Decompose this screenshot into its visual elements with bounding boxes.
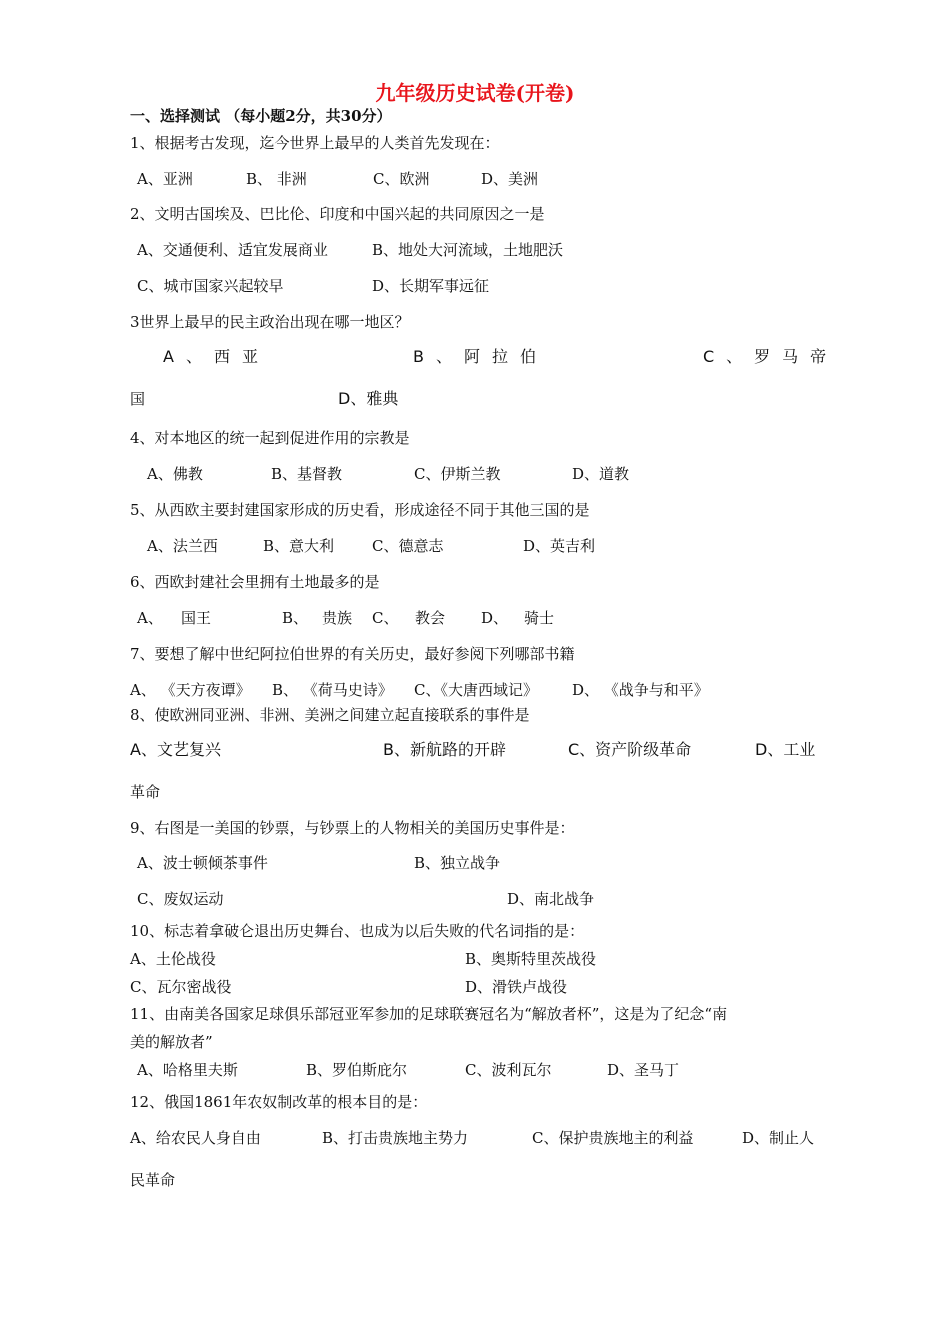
q3-option-d: D、雅典 [338, 389, 399, 408]
question-4: 4、对本地区的统一起到促进作用的宗教是 [130, 429, 410, 447]
q6-option-a-letter: A、 [137, 609, 163, 627]
q12-option-b: B、打击贵族地主势力 [322, 1129, 469, 1147]
q7-option-d: D、 《战争与和平》 [572, 681, 709, 699]
q11-option-a: A、哈格里夫斯 [137, 1061, 238, 1079]
q6-option-c-letter: C、 [372, 609, 399, 627]
q1-option-a: A、亚洲 [137, 170, 193, 188]
q1-option-c: C、欧洲 [373, 170, 430, 188]
q11-option-b: B、罗伯斯庇尔 [306, 1061, 408, 1079]
question-5: 5、从西欧主要封建国家形成的历史看，形成途径不同于其他三国的是 [130, 501, 590, 519]
q5-option-b: B、意大利 [263, 537, 335, 555]
question-12: 12、俄国1861年农奴制改革的根本目的是： [130, 1093, 428, 1111]
question-8: 8、使欧洲同亚洲、非洲、美洲之间建立起直接联系的事件是 [130, 706, 530, 724]
q12-option-a: A、给农民人身自由 [130, 1129, 261, 1147]
q1-option-d: D、美洲 [481, 170, 539, 188]
q2-option-d: D、长期军事远征 [372, 277, 490, 295]
q9-option-c: C、废奴运动 [137, 890, 224, 908]
q3-option-c-cont: 国 [130, 390, 146, 408]
question-10: 10、标志着拿破仑退出历史舞台、也成为以后失败的代名词指的是： [130, 922, 585, 940]
q5-option-a: A、法兰西 [147, 537, 218, 555]
q12-option-d-cont: 民革命 [130, 1171, 176, 1189]
question-3: 3世界上最早的民主政治出现在哪一地区？ [130, 313, 410, 331]
q7-option-c: C、《大唐西域记》 [414, 681, 538, 699]
question-9: 9、右图是一美国的钞票，与钞票上的人物相关的美国历史事件是： [130, 819, 575, 837]
q7-option-a: A、 《天方夜谭》 [130, 681, 251, 699]
q8-option-a: A、文艺复兴 [130, 740, 221, 759]
question-2: 2、文明古国埃及、巴比伦、印度和中国兴起的共同原因之一是 [130, 205, 545, 223]
q4-option-c: C、伊斯兰教 [414, 465, 501, 483]
q5-option-c: C、德意志 [372, 537, 444, 555]
q4-option-a: A、佛教 [147, 465, 203, 483]
question-6: 6、西欧封建社会里拥有土地最多的是 [130, 573, 380, 591]
q2-option-a: A、交通便利、适宜发展商业 [137, 241, 328, 259]
q4-option-b: B、基督教 [271, 465, 343, 483]
q2-option-c: C、城市国家兴起较早 [137, 277, 284, 295]
q10-option-a: A、土伦战役 [130, 950, 216, 968]
q3-option-a: A、西亚 [163, 347, 270, 366]
q8-option-b: B、新航路的开辟 [383, 740, 506, 759]
q6-option-d: 骑士 [524, 609, 555, 627]
q9-option-a: A、波士顿倾茶事件 [137, 854, 268, 872]
q7-option-b: B、 《荷马史诗》 [272, 681, 393, 699]
q6-option-b: 贵族 [322, 609, 353, 627]
question-11: 11、由南美各国家足球俱乐部冠亚军参加的足球联赛冠名为“解放者杯”，这是为了纪念“南 [130, 1005, 728, 1023]
q11-option-d: D、圣马丁 [607, 1061, 680, 1079]
q8-option-c: C、资产阶级革命 [568, 740, 692, 759]
q9-option-b: B、独立战争 [414, 854, 501, 872]
q9-option-d: D、南北战争 [507, 890, 595, 908]
q2-option-b: B、地处大河流域，土地肥沃 [372, 241, 564, 259]
q5-option-d: D、英吉利 [523, 537, 596, 555]
q10-option-c: C、瓦尔密战役 [130, 978, 232, 996]
q6-option-d-letter: D、 [481, 609, 509, 627]
q1-option-b: B、 非洲 [246, 170, 307, 188]
q6-option-c: 教会 [415, 609, 446, 627]
q12-option-d: D、制止人 [742, 1129, 815, 1147]
q11-option-c: C、波利瓦尔 [465, 1061, 552, 1079]
q6-option-b-letter: B、 [282, 609, 309, 627]
q6-option-a: 国王 [181, 609, 212, 627]
question-1: 1、根据考古发现，迄今世界上最早的人类首先发现在： [130, 134, 500, 152]
section-heading: 一、选择测试 （每小题2分，共30分） [130, 107, 392, 125]
question-7: 7、要想了解中世纪阿拉伯世界的有关历史，最好参阅下列哪部书籍 [130, 645, 575, 663]
q3-option-b: B、阿拉伯 [413, 347, 548, 366]
q12-option-c: C、保护贵族地主的利益 [532, 1129, 694, 1147]
q3-option-c: C、罗马帝 [703, 347, 839, 366]
q8-option-d-cont: 革命 [130, 783, 161, 801]
q4-option-d: D、道教 [572, 465, 630, 483]
question-11-cont: 美的解放者” [130, 1033, 213, 1051]
q10-option-b: B、奥斯特里茨战役 [465, 950, 597, 968]
page-title: 九年级历史试卷(开卷) [375, 81, 575, 105]
q10-option-d: D、滑铁卢战役 [465, 978, 568, 996]
q8-option-d: D、工业 [755, 740, 816, 759]
